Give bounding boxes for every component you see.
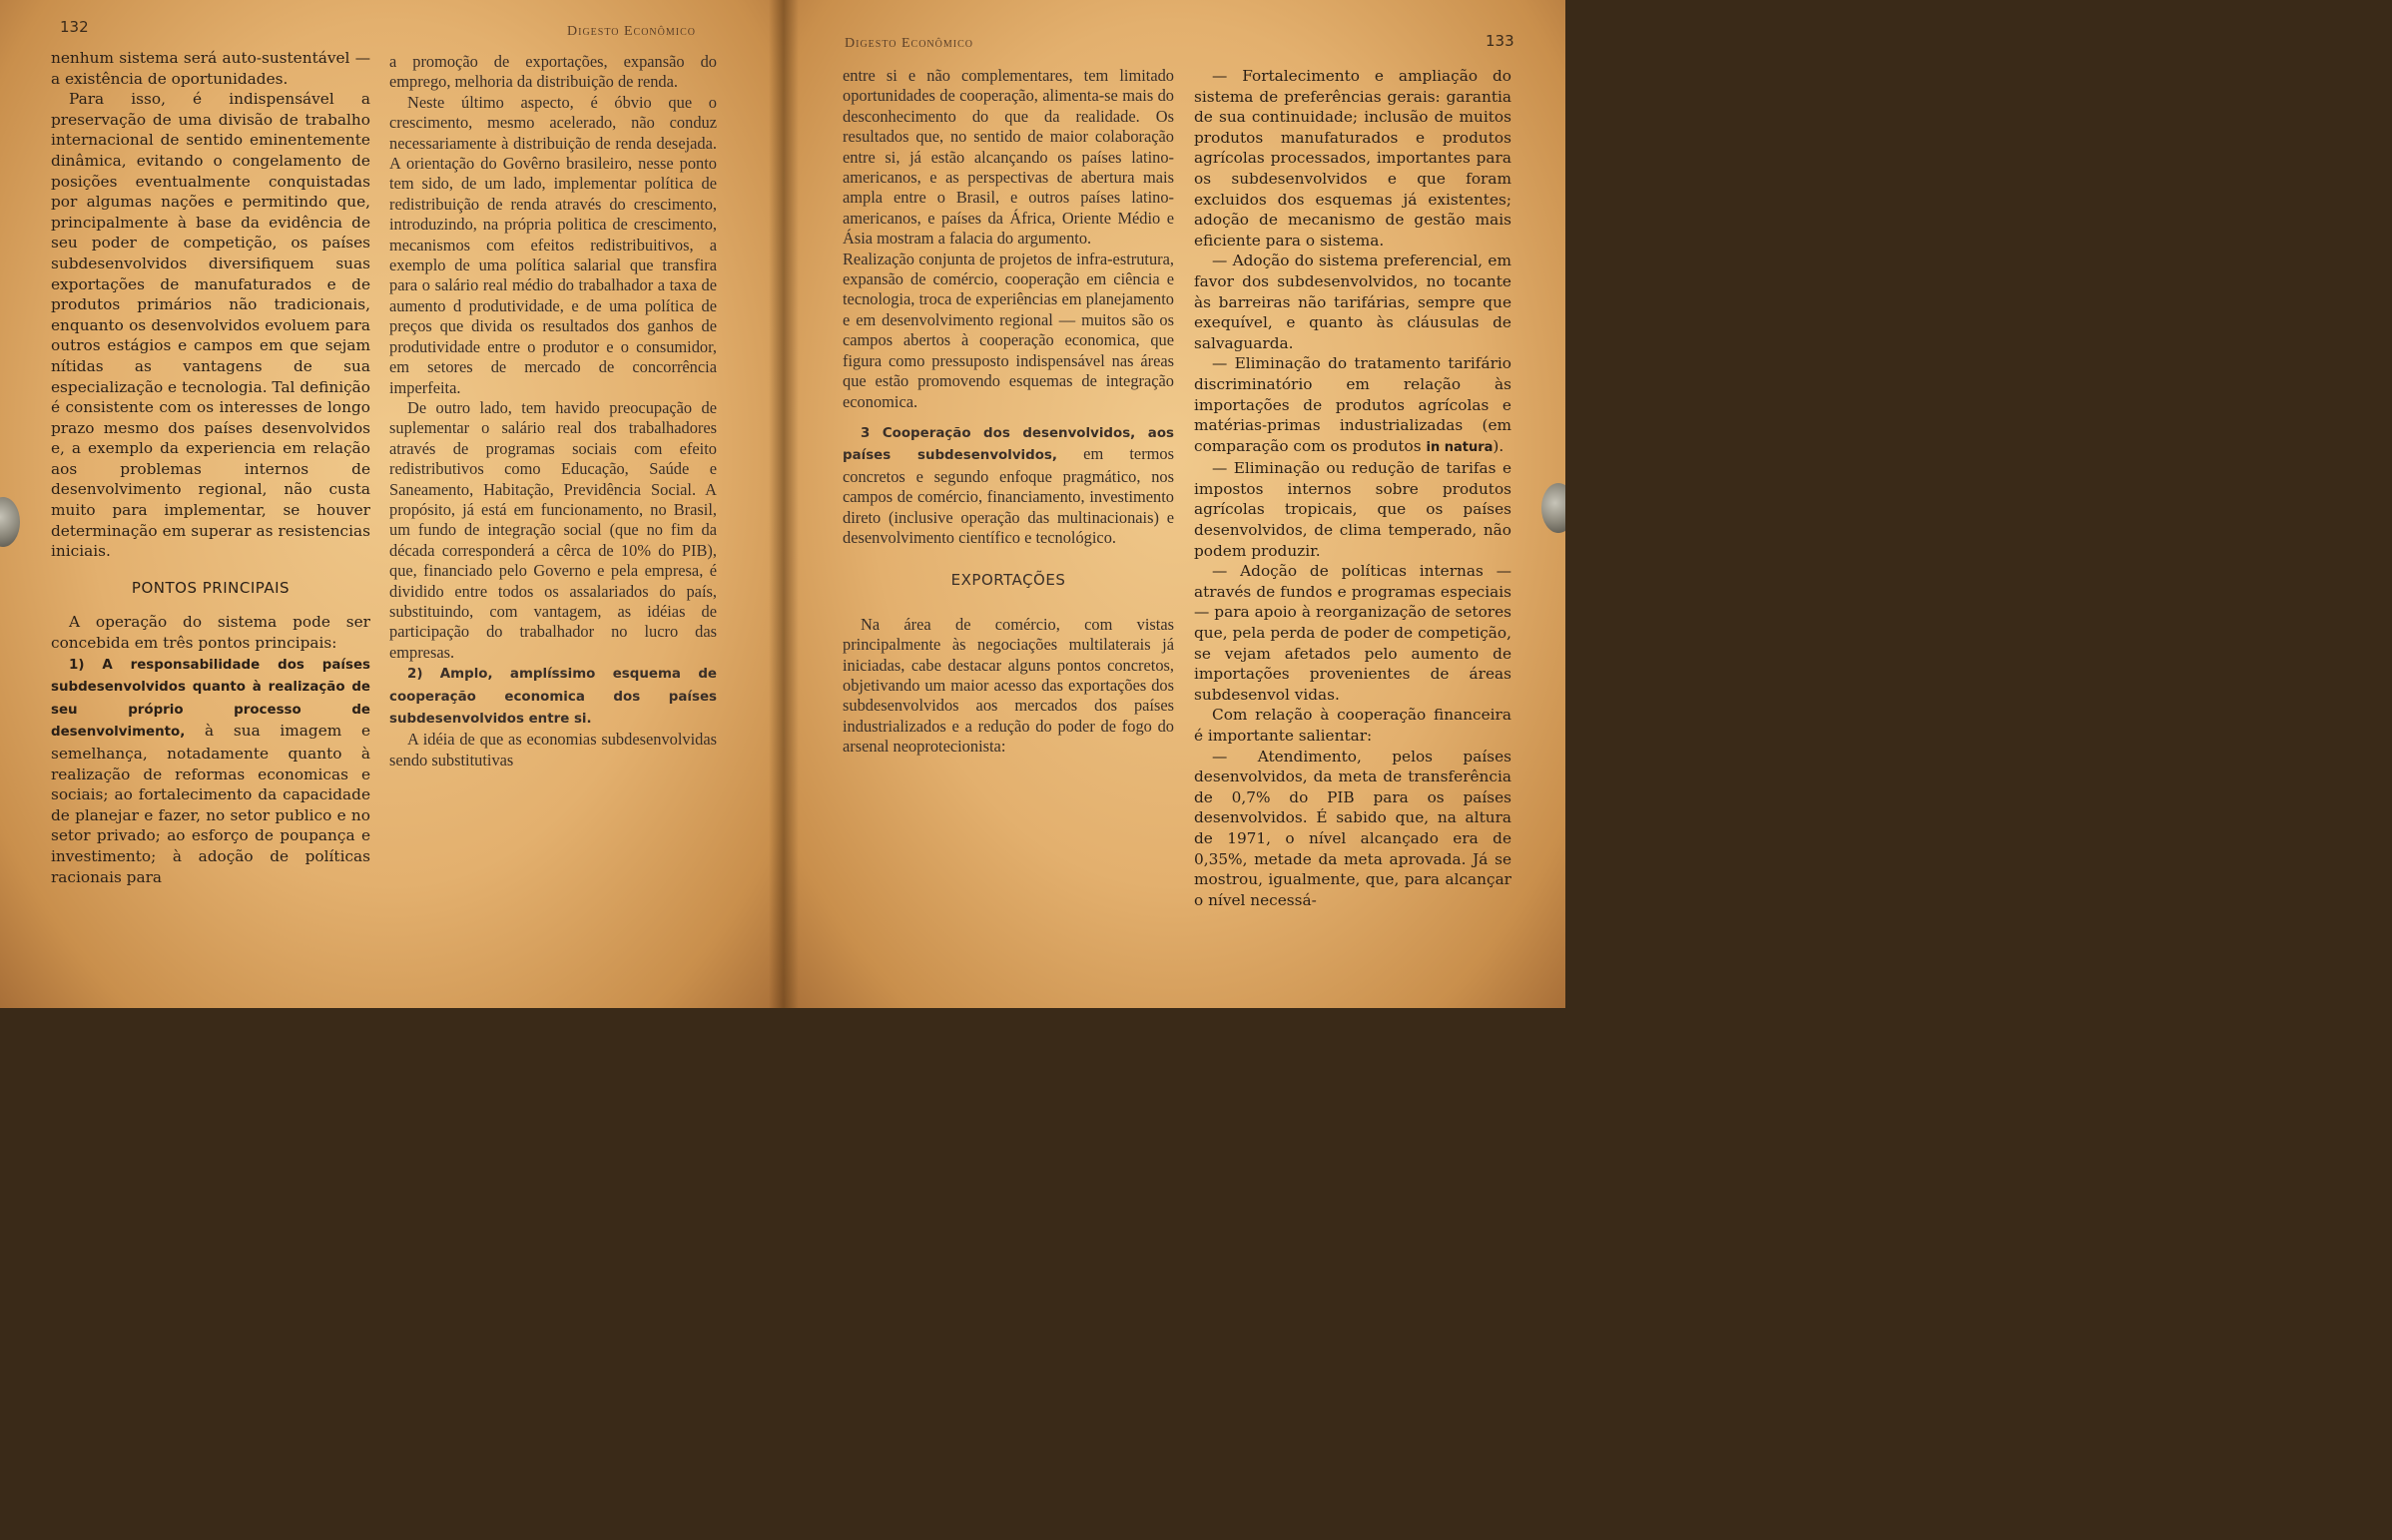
- left-page: [0, 0, 783, 1008]
- paragraph: [843, 422, 1174, 548]
- paragraph: Para isso, é indispensável a preservação de uma divisão de trabalho internacional de sentido eminentemente dinâmica, evitando o congelamento de posições eventualmente conquistadas por algumas nações e permitindo que, principalmente à base da evidência de seu poder de competição, os países subdesenvolvidos diversifiquem suas exportações de manufaturados e de produtos primários não tradicionais, enquanto os desenvolvidos evoluem para outros estágios e campos em que sejam nítidas as vantagens de sua especialização e tecnologia. Tal definição é consistente com os interesses de longo prazo mesmo dos países desenvolvidos e, a exemplo da experiencia em relação aos problemas internos de desenvolvimento regional, não custa muito para implementar, se houver determinação em superar as resistencias iniciais.: [51, 90, 371, 561]
- binder-clip-icon: [1541, 483, 1565, 533]
- paragraph: — Fortalecimento e ampliação do sistema de preferências gerais: garantia de sua continuidade; inclusão de muitos produtos manufaturados e produtos agrícolas processados, importantes para os subdesenvolvidos e que foram excluidos dos esquemas já existentes; adoção de mecanismo de gestão mais eficiente para o sistema.: [1194, 67, 1511, 250]
- left-column-1: [51, 48, 370, 887]
- paragraph-text: ).: [1493, 436, 1504, 455]
- paragraph: entre si e não complementares, tem limitado oportunidades de cooperação, alimenta-se mais do desconhecimento do que da realidade. Os resultados que, no sentido de maior colaboração entre si, já estão alcançando os países latino-americanos, e as perspectivas de abertura mais ampla entre o Brasil, e outros países latino-americanos, e países da África, Oriente Médio e Ásia mostram a falacia do argumento.: [843, 66, 1174, 249]
- paragraph-text: — Eliminação do tratamento tarifário discriminatório em relação às importações de produtos agrícolas e matérias-primas industrializadas (em comparação com os produtos: [1194, 354, 1511, 455]
- paragraph: nenhum sistema será auto-sustentável — a existência de oportunidades.: [51, 49, 370, 88]
- numbered-point: 2) Amplo, amplíssimo esquema de cooperação economica dos países subdesenvolvidos entre si.: [389, 667, 717, 727]
- numbered-point: 1) A responsabilidade dos países subdesenvolvidos quanto à realização de seu próprio processo de desenvolvimento,: [51, 657, 370, 741]
- right-column-2: [1194, 66, 1511, 910]
- paragraph-text: em termos concretos e segundo enfoque pragmático, nos campos de comércio, financiamento, investimento direto (inclusive operação das multinacionais) e desenvolvimento científico e tecnológico.: [843, 444, 1174, 547]
- paragraph: [51, 654, 370, 888]
- section-heading: EXPORTAÇÕES: [950, 571, 1066, 590]
- left-column-2: [389, 52, 717, 770]
- right-page: [783, 0, 1565, 1008]
- paragraph: — Adoção do sistema preferencial, em favor dos subdesenvolvidos, no tocante às barreiras não tarifárias, sempre que exequível, e quanto às cláusulas de salvaguarda.: [1194, 252, 1511, 352]
- paragraph: — Adoção de políticas internas — através de fundos e programas especiais — para apoio à reorganização de setores que, pela perda de poder de competição, se vejam afetados pelo aumento de importações provenientes de áreas subdesenvol vidas.: [1194, 562, 1511, 704]
- paragraph: Na área de comércio, com vistas principalmente às negociações multilaterais já iniciadas, cabe destacar alguns pontos concretos, objetivando um maior acesso das exportações dos subdesenvolvidos aos mercados dos países industrializados e a redução do poder de fogo do arsenal neoprotecionista:: [843, 614, 1174, 757]
- binder-clip-icon: [0, 497, 20, 547]
- running-head: Digesto Econômico: [567, 24, 696, 39]
- page-number: 132: [60, 18, 89, 36]
- paragraph: De outro lado, tem havido preocupação de suplementar o salário real dos trabalhadores através de programas sociais com efeito redistributivos como Educação, Saúde e Saneamento, Habitação, Previdência Social. A propósito, já está em funcionamento, no Brasil, um fundo de integração social (que no fim da década corresponderá a cêrca de 10% do PIB), que, financiado pelo Governo e pela empresa, é dividido entre todos os assalariados do país, substituindo, com vantagem, as idéias de participação do trabalhador no lucro das empresas.: [389, 397, 717, 662]
- paragraph: A operação do sistema pode ser concebida em três pontos principais:: [51, 613, 370, 653]
- book-gutter: [769, 0, 799, 1008]
- paragraph: [389, 663, 717, 730]
- page-number: 133: [1486, 32, 1514, 50]
- running-head: Digesto Econômico: [845, 36, 973, 51]
- paragraph: — Eliminação ou redução de tarifas e impostos internos sobre produtos agrícolas tropicais, que os países desenvolvidos, de clima temperado, não podem produzir.: [1194, 459, 1511, 560]
- paragraph: [1194, 353, 1511, 458]
- paragraph-text: à sua imagem e semelhança, notadamente quanto à realização de reformas economicas e sociais; ao fortalecimento da capacidade de planejar e fazer, no setor publico e no setor privado; ao esforço de poupança e investimento; à adoção de políticas racionais para: [51, 722, 370, 886]
- paragraph: a promoção de exportações, expansão do emprego, melhoria da distribuição de renda.: [389, 52, 717, 92]
- book-spread: [0, 0, 1565, 1008]
- paragraph: Realização conjunta de projetos de infra-estrutura, expansão de comércio, cooperação em ciência e tecnologia, troca de experiências em planejamento e em desenvolvimento regional — muitos são os campos abertos à cooperação economica, que figura como pressuposto indispensável nas áreas que estão promovendo esquemas de integração economica.: [843, 249, 1174, 411]
- numbered-point: 3 Cooperação dos desenvolvidos, aos países subdesenvolvidos,: [843, 425, 1174, 464]
- paragraph: Com relação à cooperação financeira é importante salientar:: [1194, 706, 1511, 745]
- paragraph: A idéia de que as economias subdesenvolvidas sendo substitutivas: [389, 730, 717, 770]
- section-heading: PONTOS PRINCIPAIS: [131, 578, 291, 597]
- paragraph: — Atendimento, pelos países desenvolvidos, da meta de transferência de 0,7% do PIB para os países desenvolvidos. É sabido que, na altura de 1971, o nível alcançado era de 0,35%, metade da meta aprovada. Já se mostrou, igualmente, que, para alcançar o nível necessá-: [1194, 747, 1511, 909]
- paragraph: Neste último aspecto, é óbvio que o crescimento, mesmo acelerado, não conduz necessariamente à distribuição de renda desejada. A orientação do Govêrno brasileiro, nesse ponto tem sido, de um lado, implementar política de redistribuição de renda através do crescimento, introduzindo, na própria politica de crescimento, mecanismos com efeitos redistribuitivos, a exemplo de uma política salarial que transfira para o salário real médio do trabalhador a taxa de aumento d produtividade, e de uma política de preços que divida os resultados dos ganhos de produtividade entre o produtor e o consumidor, em setores de mercado de concorrência imperfeita.: [389, 92, 717, 397]
- right-column-1: [843, 66, 1174, 758]
- emphasis: in natura: [1426, 439, 1494, 455]
